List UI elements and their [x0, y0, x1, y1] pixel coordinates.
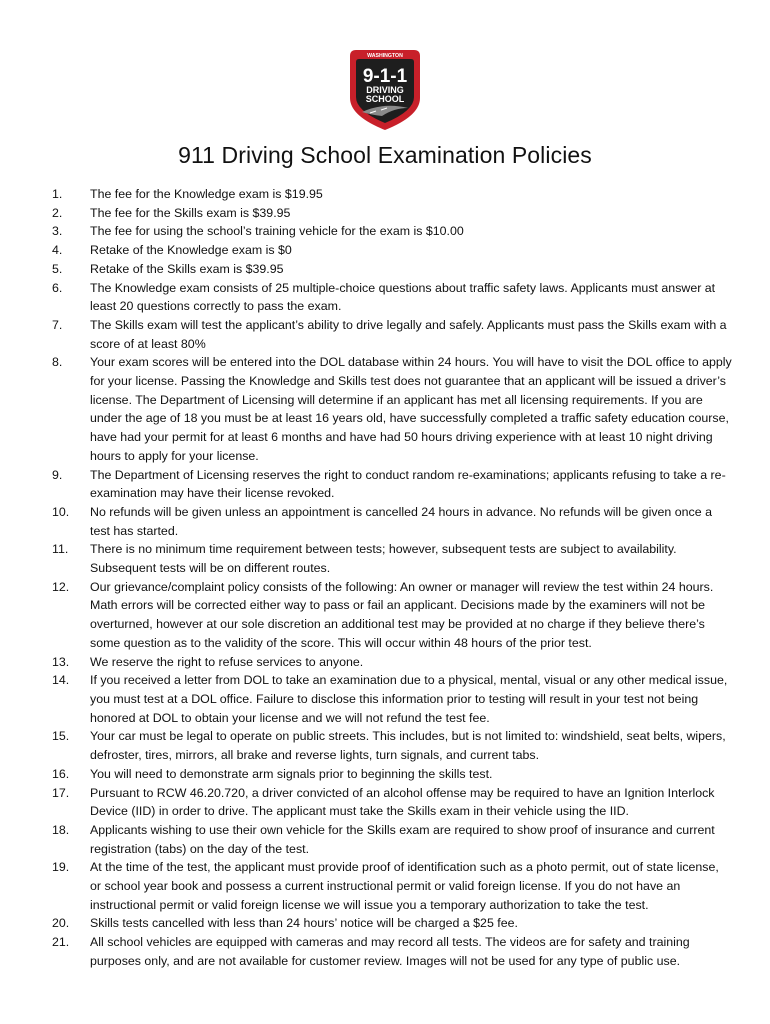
policy-text: We reserve the right to refuse services to anyone. — [90, 654, 364, 669]
logo-top-text: WASHINGTON — [367, 53, 403, 59]
list-item — [52, 260, 732, 279]
policy-text: Your exam scores will be entered into the DOL database within 24 hours. You will have to visit the DOL office to apply for your license. Passing the Knowledge and Skills test does not guarantee that an applicant will be issued a driver’s license. The Department of Licensing will determine if an applicant has met all licensing requirements. If you are under the age of 18 you must be at least 16 years old, have successfully completed a traffic safety education course, have had your permit for at least 6 months and have had 50 hours driving experience with at least 10 night driving hours to apply for your license. — [90, 355, 732, 463]
list-item — [52, 540, 732, 577]
list-item — [52, 353, 732, 465]
policy-text: The fee for using the school’s training vehicle for the exam is $10.00 — [90, 224, 464, 239]
list-item — [52, 204, 732, 223]
list-item — [52, 858, 732, 914]
list-item — [52, 821, 732, 858]
logo-number: 9-1-1 — [362, 66, 408, 87]
policy-text: There is no minimum time requirement between tests; however, subsequent tests are subject to availability. Subsequent tests will be on different routes. — [90, 542, 677, 576]
policy-text: Pursuant to RCW 46.20.720, a driver convicted of an alcohol offense may be required to have an Ignition Interlock Device (IID) in order to drive. The applicant must take the Skills exam in their vehicle using the IID. — [90, 785, 715, 819]
policy-text: Our grievance/complaint policy consists of the following: An owner or manager will review the test within 24 hours. Math errors will be corrected either way to pass or fail an applicant. Decisions made by the examiners will not be overturned, however at our sole discretion an additional test may be provided at no charge if they believe there’s some question as to the validity of the score. This will occur within 48 hours of the prior test. — [90, 579, 714, 650]
list-item — [52, 503, 732, 540]
policy-number: 1. — [52, 187, 63, 201]
page-title: 911 Driving School Examination Policies — [178, 142, 592, 168]
policy-text: If you received a letter from DOL to take an examination due to a physical, mental, visual or any other medical issue, you must test at a DOL office. Failure to disclose this information prior to testing will result in your test not being honored at DOL to obtain your license and we will not refund the test fee. — [90, 673, 728, 725]
list-item — [52, 914, 732, 933]
list-item — [52, 466, 732, 503]
policy-text: Skills tests cancelled with less than 24 hours’ notice will be charged a $25 fee. — [90, 916, 518, 931]
policy-text: Retake of the Knowledge exam is $0 — [90, 243, 292, 258]
list-item — [52, 241, 732, 260]
policy-number: 18. — [52, 822, 70, 837]
policy-number: 12. — [52, 579, 70, 594]
policy-number: 3. — [52, 224, 63, 239]
policy-number: 19. — [52, 860, 70, 875]
list-item — [52, 222, 732, 241]
policy-number: 8. — [52, 355, 63, 370]
policy-number: 7. — [52, 317, 63, 332]
logo-line1: DRIVING — [366, 85, 404, 95]
policy-text: The fee for the Knowledge exam is $19.95 — [90, 187, 323, 201]
list-item — [52, 933, 732, 970]
list-item — [52, 316, 732, 353]
policy-list — [52, 185, 732, 971]
policy-text: Retake of the Skills exam is $39.95 — [90, 261, 284, 276]
policy-number: 17. — [52, 785, 70, 800]
policy-text: The Department of Licensing reserves the right to conduct random re-examinations; applicants refusing to take a re-examination may have their license revoked. — [90, 467, 726, 501]
policy-number: 9. — [52, 467, 63, 482]
policy-number: 16. — [52, 766, 70, 781]
logo-line2: SCHOOL — [365, 94, 405, 104]
list-item — [52, 185, 732, 204]
policy-number: 5. — [52, 261, 63, 276]
policy-text: All school vehicles are equipped with cameras and may record all tests. The videos are for safety and training purposes only, and are not available for customer review. Images will not be used for any type of public use. — [90, 935, 690, 968]
driving-school-logo — [346, 46, 424, 132]
policy-text: The Knowledge exam consists of 25 multiple-choice questions about traffic safety laws. Applicants must answer at least 20 questions correctly to pass the exam. — [90, 280, 716, 314]
list-item — [52, 784, 732, 821]
policy-number: 15. — [52, 729, 70, 744]
list-item — [52, 727, 732, 764]
policy-number: 13. — [52, 654, 70, 669]
policy-text: You will need to demonstrate arm signals prior to beginning the skills test. — [90, 766, 493, 781]
policy-number: 6. — [52, 280, 63, 295]
list-item — [52, 671, 732, 727]
policy-number: 2. — [52, 205, 63, 220]
policy-number: 21. — [52, 935, 70, 950]
list-item — [52, 279, 732, 316]
policy-number: 14. — [52, 673, 70, 688]
policy-number: 11. — [52, 542, 69, 557]
policy-text: Your car must be legal to operate on public streets. This includes, but is not limited to: windshield, seat belts, wipers, defroster, tires, mirrors, all brake and reverse lights, turn signals, and current tabs. — [90, 729, 726, 763]
list-item — [52, 653, 732, 672]
list-item — [52, 765, 732, 784]
policy-number: 20. — [52, 916, 70, 931]
policy-text: No refunds will be given unless an appointment is cancelled 24 hours in advance. No refunds will be given once a test has started. — [90, 504, 712, 538]
policy-text: The Skills exam will test the applicant’s ability to drive legally and safely. Applicants must pass the Skills exam with a score of at least 80% — [90, 317, 727, 351]
policy-text: At the time of the test, the applicant must provide proof of identification such as a photo permit, out of state license, or school year book and possess a current instructional permit or valid foreign license. If you do not have an instructional permit or valid foreign license we will issue you a temporary authorization to take the test. — [90, 860, 719, 912]
policy-text: The fee for the Skills exam is $39.95 — [90, 205, 291, 220]
policy-text: Applicants wishing to use their own vehicle for the Skills exam are required to show proof of insurance and current registration (tabs) on the day of the test. — [90, 822, 715, 856]
policy-number: 4. — [52, 243, 63, 258]
policy-number: 10. — [52, 504, 70, 519]
list-item — [52, 578, 732, 653]
